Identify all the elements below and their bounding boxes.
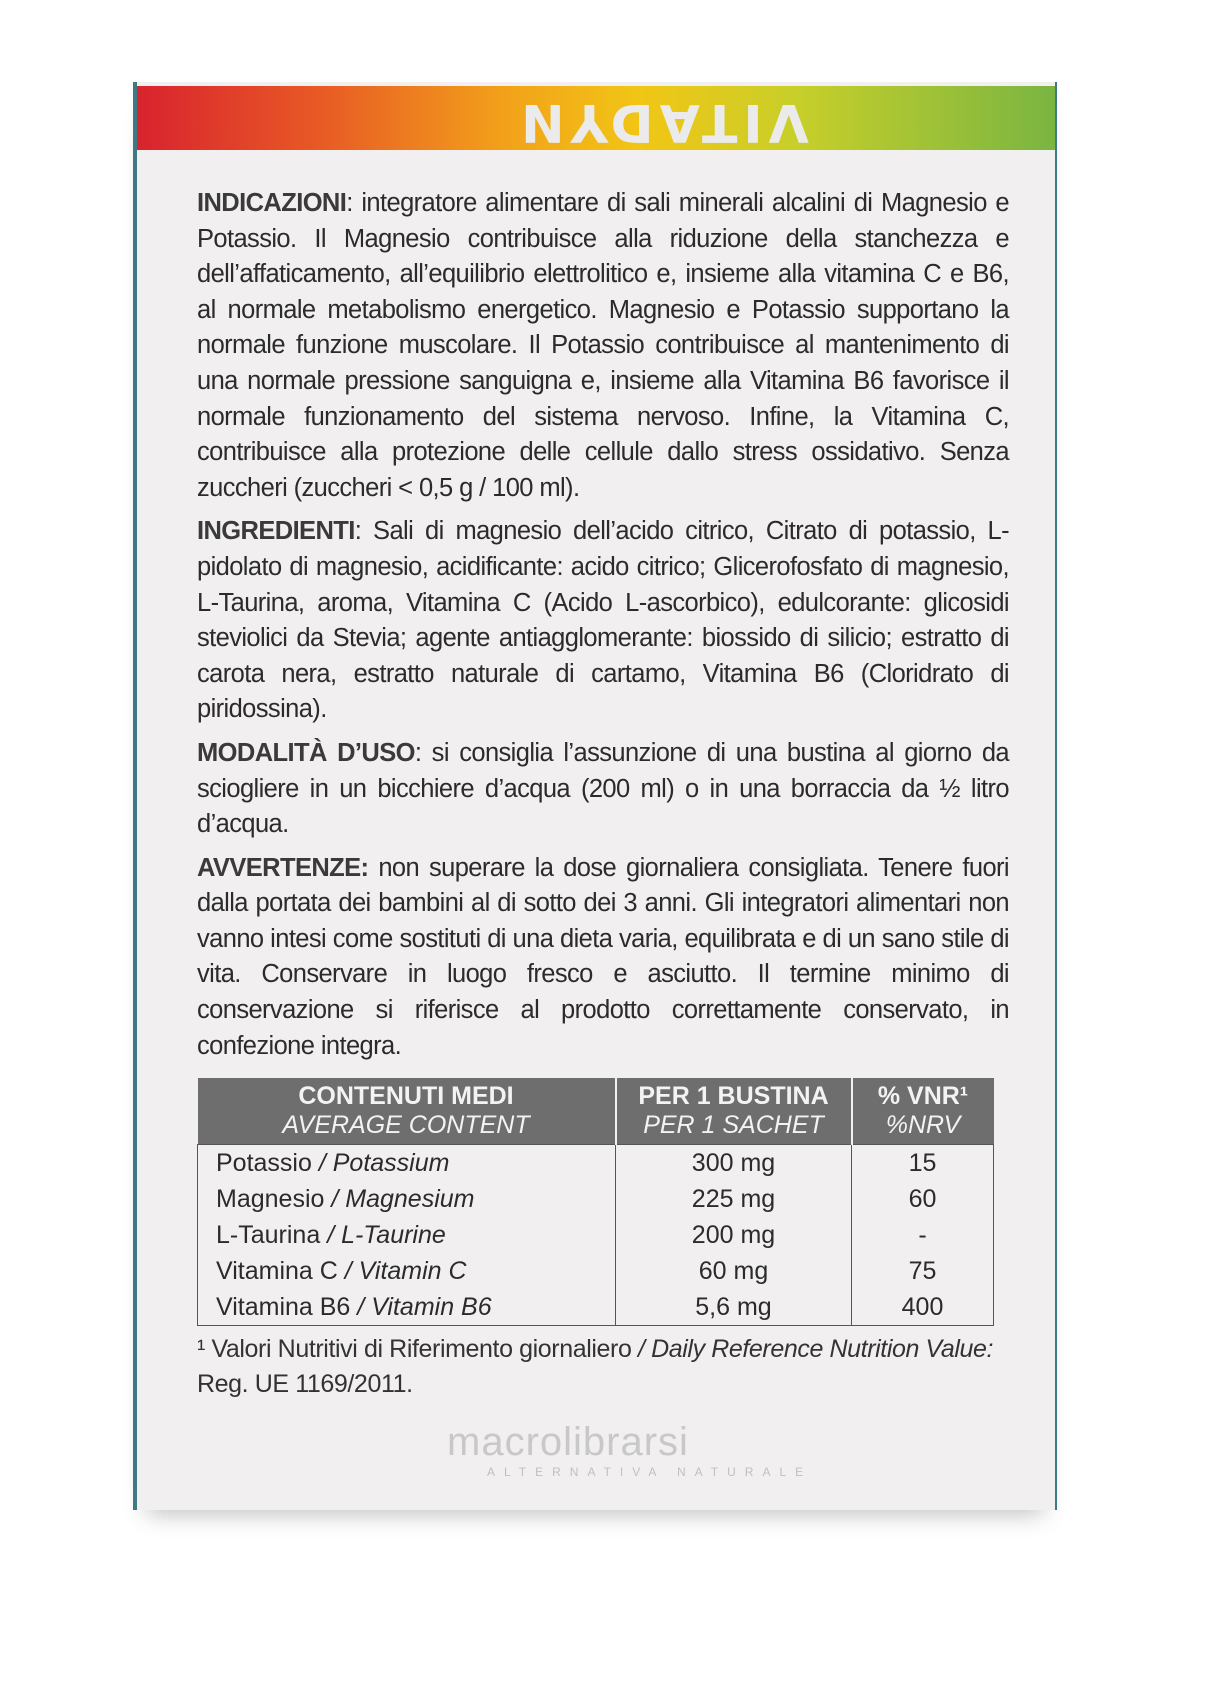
product-box-back: [133, 82, 1057, 1510]
table-header-row: [198, 1078, 994, 1145]
section-ingredienti: [197, 514, 1009, 728]
table-row: Magnesio / Magnesium 225 mg 60: [198, 1181, 994, 1217]
section-text: : integratore alimentare di sali minerali alcalini di Magnesio e Potassio. Il Magnesio contribuisce alla riduzione della stanchezza e dell’affaticamento, all’equilibrio elettrolitico e, insieme alla vitamina C e B6, al normale metabolismo energetico. Magnesio e Potassio supportano la normale funzione muscolare. Il Potassio contribuisce al mantenimento di una normale pressione sanguigna e, insieme alla Vitamina B6 favorisce il normale funzionamento del sistema nervoso. Infine, la Vitamina C, contribuisce alla protezione delle cellule dallo stress ossidativo. Senza zuccheri (zuccheri < 0,5 g / 100 ml).: [197, 189, 1009, 502]
section-text: : Sali di magnesio dell’acido citrico, Citrato di potassio, L-pidolato di magnesio, acidificante: acido citrico; Glicerofosfato di magnesio, L-Taurina, aroma, Vitamina C (Acido L-ascorbico), edulcorante: glicosidi steviolici da Stevia; agente antiagglomerante: biossido di silicio; estratto di carota nera, estratto naturale di cartamo, Vitamina B6 (Cloridrato di piridossina).: [197, 517, 1009, 724]
section-label: MODALITÀ D’USO: [197, 738, 415, 767]
section-indicazioni: [197, 186, 1009, 506]
watermark-tagline: ALTERNATIVA NATURALE: [487, 1465, 813, 1480]
section-label: AVVERTENZE:: [197, 853, 369, 882]
table-row: Potassio / Potassium 300 mg 15: [198, 1145, 994, 1182]
header-per-sachet: PER 1 BUSTINA PER 1 SACHET: [616, 1078, 852, 1145]
table-row: L-Taurina / L-Taurine 200 mg -: [198, 1217, 994, 1253]
section-text: : si consiglia l’assunzione di una bustina al giorno da sciogliere in un bicchiere d’acqua (200 ml) o in una borraccia da ½ litro d’acqua.: [197, 738, 1009, 839]
section-modalita-uso: [197, 736, 1009, 843]
section-text: non superare la dose giornaliera consigliata. Tenere fuori dalla portata dei bambini al di sotto dei 3 anni. Gli integratori alimentari non vanno intesi come sostituti di una dieta varia, equilibrata e di un sano stile di vita. Conservare in luogo fresco e asciutto. Il termine minimo di conservazione si riferisce al prodotto correttamente conservato, in confezione integra.: [197, 853, 1009, 1060]
section-label: INGREDIENTI: [197, 517, 355, 546]
nutrition-table: [197, 1078, 994, 1326]
section-label: INDICAZIONI: [197, 189, 347, 217]
section-avvertenze: [197, 851, 1009, 1065]
table-row: Vitamina C / Vitamin C 60 mg 75: [198, 1253, 994, 1289]
label-text: [197, 186, 1009, 1064]
table-row: Vitamina B6 / Vitamin B6 5,6 mg 400: [198, 1289, 994, 1326]
header-nrv: % VNR¹ %NRV: [852, 1078, 994, 1145]
brand-logo: VITADYN: [515, 92, 809, 152]
header-average-content: CONTENUTI MEDI AVERAGE CONTENT: [198, 1078, 616, 1145]
footnote: ¹ Valori Nutritivi di Riferimento giornaliero / Daily Reference Nutrition Value: Reg. UE 1169/2011.: [197, 1335, 994, 1399]
watermark-logo: macrolibrarsi: [447, 1420, 689, 1465]
rainbow-band: [137, 86, 1055, 150]
watermark: [197, 1420, 1055, 1480]
